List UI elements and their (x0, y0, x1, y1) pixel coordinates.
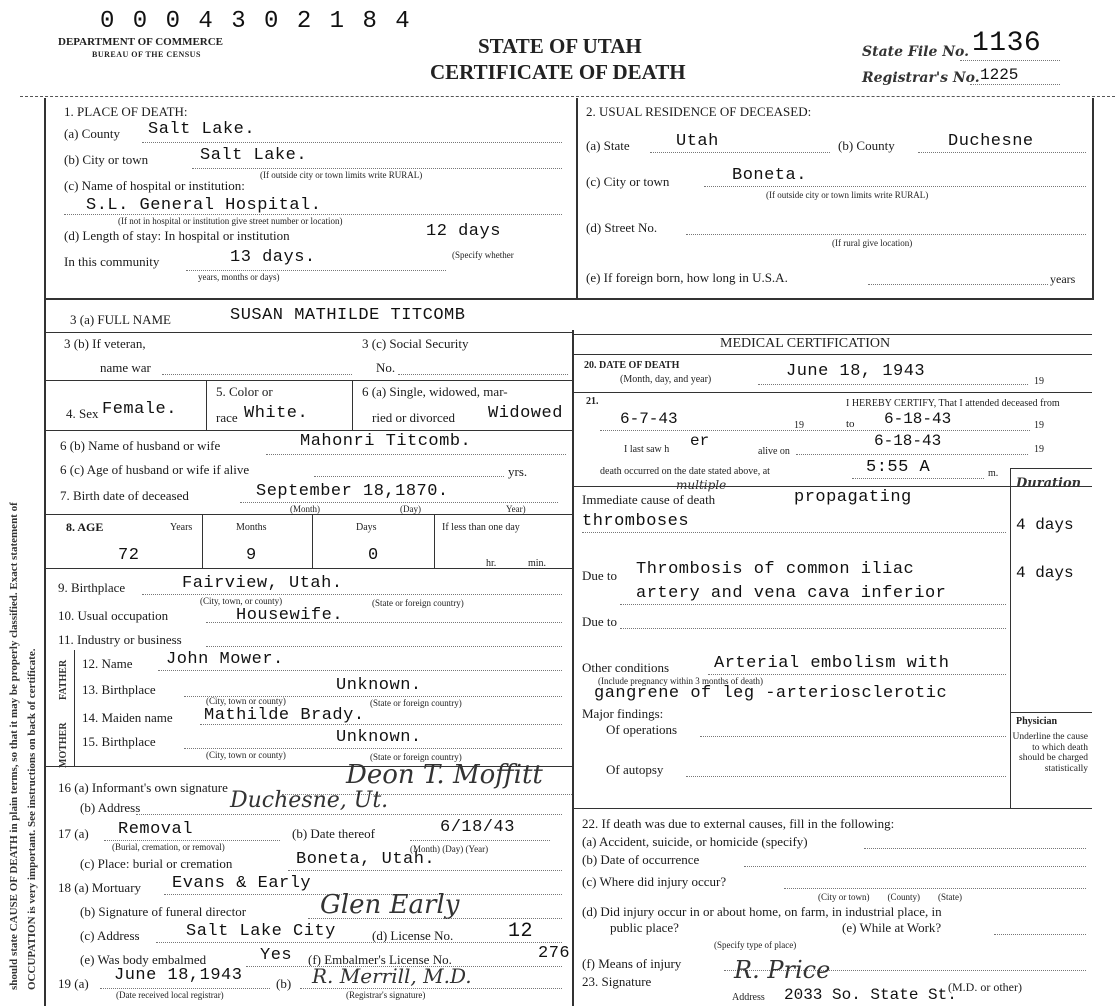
funeral-director-label: (b) Signature of funeral director (80, 904, 247, 919)
burial-place-value: Boneta, Utah. (296, 850, 436, 869)
mother-side-label: MOTHER (58, 722, 69, 768)
hospital-note: (If not in hospital or institution give street number or location) (118, 216, 343, 226)
dod-19: 19 (1034, 376, 1044, 387)
attended-from: 6-7-43 (620, 410, 678, 428)
mother-city-note: (City, town or county) (206, 750, 286, 760)
mortuary-label: 18 (a) Mortuary (58, 880, 142, 895)
of-operations-label: Of operations (606, 722, 678, 737)
age-days-header: Days (356, 522, 377, 533)
death-time-value: 5:55 A (866, 458, 931, 477)
ext-d-note: (Specify type of place) (714, 940, 797, 950)
bureau-label: BUREAU OF THE CENSUS (92, 50, 201, 59)
father-state-note: (State or foreign country) (370, 698, 462, 708)
embalmer-license-label: (f) Embalmer's License No. (308, 952, 452, 967)
res-state-label: (a) State (586, 138, 630, 153)
res-state-value: Utah (676, 132, 719, 151)
birth-date-value: September 18,1870. (256, 482, 449, 501)
attended-to-label: to (846, 418, 855, 430)
informant-address-label: (b) Address (80, 800, 141, 815)
other-conditions-label: Other conditions (582, 660, 670, 675)
received-label: 19 (a) (58, 976, 89, 991)
attended-to: 6-18-43 (884, 410, 952, 428)
alive-on-value: 6-18-43 (874, 432, 942, 450)
community-note: years, months or days) (198, 272, 280, 282)
mother-birthplace-value: Unknown. (336, 728, 422, 747)
marital-value: Widowed (488, 404, 563, 423)
res-city-value: Boneta. (732, 166, 807, 185)
residence-title: 2. USUAL RESIDENCE OF DECEASED: (586, 104, 812, 119)
age-less-day-header: If less than one day (442, 522, 520, 533)
death-county-label: (a) County (64, 126, 120, 141)
veteran-label: 3 (b) If veteran, (64, 336, 146, 351)
registrar-b-label: (b) (276, 976, 292, 991)
full-name-value: SUSAN MATHILDE TITCOMB (230, 306, 466, 325)
birth-date-label: 7. Birth date of deceased (60, 488, 189, 503)
registrar-note: (Registrar's signature) (346, 990, 426, 1000)
age-hr-label: hr. (486, 558, 497, 569)
certificate-title: CERTIFICATE OF DEATH (430, 60, 686, 84)
death-occurred-label: death occurred on the date stated above, at (600, 466, 770, 477)
embalmed-value: Yes (260, 946, 293, 965)
informant-address: Duchesne, Ut. (230, 788, 389, 813)
spouse-age-label: 6 (c) Age of husband or wife if alive (60, 462, 250, 477)
embalmed-label: (e) Was body embalmed (80, 952, 207, 967)
father-birthplace-label: 13. Birthplace (82, 682, 156, 697)
signature-label: 23. Signature (582, 974, 652, 989)
ext-b-label: (b) Date of occurrence (582, 852, 700, 867)
certify-text: I HEREBY CERTIFY, That I attended deceased from (846, 398, 1060, 409)
received-note: (Date received local registrar) (116, 990, 224, 1000)
mother-state-note: (State or foreign country) (370, 752, 462, 762)
color-label: 5. Color or (216, 384, 273, 399)
occupation-label: 10. Usual occupation (58, 608, 169, 623)
immediate-cause-label: Immediate cause of death (582, 492, 716, 507)
due-to-2-label: Due to (582, 614, 618, 629)
death-county-value: Salt Lake. (148, 120, 256, 139)
length-of-stay-label: (d) Length of stay: In hospital or institution (64, 228, 290, 243)
birth-month-note: (Month) (290, 504, 320, 514)
father-side-label: FATHER (58, 659, 69, 700)
death-time-m: m. (988, 468, 999, 479)
major-findings-label: Major findings: (582, 706, 664, 721)
burial-place-label: (c) Place: burial or cremation (80, 856, 233, 871)
marital-label-1: 6 (a) Single, widowed, mar- (362, 384, 508, 399)
occupation-value: Housewife. (236, 606, 344, 625)
hospital-label: (c) Name of hospital or institution: (64, 178, 245, 193)
alive-19: 19 (1034, 444, 1044, 455)
marital-label-2: ried or divorced (372, 410, 456, 425)
res-city-label: (c) City or town (586, 174, 670, 189)
ss-no-label: No. (376, 360, 396, 375)
ext-a-label: (a) Accident, suicide, or homicide (specify) (582, 834, 808, 849)
duration-2: 4 days (1016, 564, 1074, 582)
ext-c-label: (c) Where did injury occur? (582, 874, 727, 889)
foreign-born-label: (e) If foreign born, how long in U.S.A. (586, 270, 788, 285)
physician-box-note: Underline the cause to which death should be charged statistically (1012, 732, 1088, 774)
physician-box-title: Physician (1016, 716, 1058, 727)
disposition-date-value: 6/18/43 (440, 818, 515, 837)
birthplace-city-note: (City, town, or county) (200, 596, 283, 606)
community-label: In this community (64, 254, 160, 269)
disposition-value: Removal (118, 820, 193, 839)
race-value: White. (244, 404, 309, 423)
physician-signature: R. Price (734, 956, 831, 984)
birthplace-value: Fairview, Utah. (182, 574, 343, 593)
external-causes-label: 22. If death was due to external causes, fill in the following: (582, 816, 895, 831)
other-conditions-value-2: gangrene of leg -arteriosclerotic (594, 684, 948, 703)
date-of-death-label: 20. DATE OF DEATH (584, 360, 680, 371)
sig-address-label: Address (732, 992, 765, 1003)
father-name-value: John Mower. (166, 650, 284, 669)
department-label: DEPARTMENT OF COMMERCE (58, 36, 224, 48)
birthplace-label: 9. Birthplace (58, 580, 126, 595)
immediate-cause-insert: multiple (676, 478, 727, 492)
disposition-date-note: (Month) (Day) (Year) (410, 844, 489, 854)
immediate-cause-value: propagating (794, 488, 912, 507)
duration-1: 4 days (1016, 516, 1074, 534)
state-file-label: State File No. (862, 44, 970, 60)
due-to-label: Due to (582, 568, 618, 583)
margin-instructions-1: OCCUPATION is very important. See instructions on back of certificate. (26, 648, 38, 990)
age-min-label: min. (528, 558, 547, 569)
res-city-note: (If outside city or town limits write RURAL) (766, 190, 929, 200)
serial-number: 0 0 0 4 3 0 2 1 8 4 (100, 8, 412, 35)
duration-header: Duration (1016, 476, 1082, 491)
death-city-label: (b) City or town (64, 152, 149, 167)
age-years-header: Years (170, 522, 193, 533)
death-city-value: Salt Lake. (200, 146, 308, 165)
place-of-death-title: 1. PLACE OF DEATH: (64, 104, 188, 119)
community-value: 13 days. (230, 248, 316, 267)
ext-d-label: (d) Did injury occur in or about home, on farm, in industrial place, in (582, 904, 942, 919)
industry-label: 11. Industry or business (58, 632, 182, 647)
street-note: (If rural give location) (832, 238, 913, 248)
received-value: June 18,1943 (114, 966, 243, 985)
age-months-header: Months (236, 522, 267, 533)
attended-19: 19 (794, 420, 804, 431)
director-address-value: Salt Lake City (186, 922, 336, 941)
due-to-value: Thrombosis of common iliac (636, 560, 915, 579)
social-security-label: 3 (c) Social Security (362, 336, 469, 351)
sex-label: 4. Sex (66, 406, 99, 421)
age-years-value: 72 (118, 546, 140, 565)
registrar-number: 1225 (980, 66, 1019, 84)
informant-signature: Deon T. Moffitt (346, 760, 543, 790)
mortuary-value: Evans & Early (172, 874, 312, 893)
of-autopsy-label: Of autopsy (606, 762, 664, 777)
hospital-value: S.L. General Hospital. (86, 196, 322, 215)
last-saw-label: I last saw h (624, 444, 670, 455)
disposition-date-label: (b) Date thereof (292, 826, 376, 841)
disposition-label: 17 (a) (58, 826, 89, 841)
item-21-label: 21. (586, 396, 599, 407)
last-saw-suffix: er (690, 432, 710, 450)
margin-instructions-2: should state CAUSE OF DEATH in plain terms, so that it may be properly classified. Exact statement of (8, 502, 20, 990)
license-label: (d) License No. (372, 928, 454, 943)
age-days-value: 0 (368, 546, 379, 565)
date-of-death-value: June 18, 1943 (786, 362, 926, 381)
war-name-label: name war (100, 360, 151, 375)
pregnancy-note: (Include pregnancy within 3 months of death) (598, 676, 763, 686)
birthplace-state-note: (State or foreign country) (372, 598, 464, 608)
death-city-note: (If outside city or town limits write RURAL) (260, 170, 423, 180)
specify-note: (Specify whether (452, 250, 514, 260)
date-of-death-sub: (Month, day, and year) (620, 374, 712, 385)
sex-value: Female. (102, 400, 177, 419)
years-label: years (1050, 272, 1076, 286)
father-birthplace-value: Unknown. (336, 676, 422, 695)
disposition-note: (Burial, cremation, or removal) (112, 842, 225, 852)
race-label: race (216, 410, 238, 425)
sig-address-value: 2033 So. State St. (784, 986, 957, 1004)
md-label: (M.D. or other) (948, 980, 1022, 994)
father-city-note: (City, town or county) (206, 696, 286, 706)
spouse-value: Mahonri Titcomb. (300, 432, 472, 451)
yrs-label: yrs. (508, 464, 528, 479)
attended-to-19: 19 (1034, 420, 1044, 431)
birth-year-note: Year) (506, 504, 526, 514)
ext-d2-label: public place? (610, 920, 679, 935)
other-conditions-value: Arterial embolism with (714, 654, 950, 673)
immediate-cause-value-2: thromboses (582, 512, 690, 531)
age-months-value: 9 (246, 546, 257, 565)
street-label: (d) Street No. (586, 220, 658, 235)
state-title: STATE OF UTAH (478, 34, 642, 58)
age-label: 8. AGE (66, 520, 104, 534)
res-county-value: Duchesne (948, 132, 1034, 151)
alive-on-label: alive on (758, 446, 790, 457)
mother-name-label: 14. Maiden name (82, 710, 173, 725)
registrar-number-label: Registrar's No. (862, 70, 980, 86)
director-address-label: (c) Address (80, 928, 140, 943)
father-name-label: 12. Name (82, 656, 133, 671)
informant-label: 16 (a) Informant's own signature (58, 780, 228, 795)
mother-birthplace-label: 15. Birthplace (82, 734, 156, 749)
embalmer-license-value: 276 (538, 944, 571, 963)
funeral-director-signature: Glen Early (320, 890, 460, 920)
ext-c-note: (City or town) (County) (State) (818, 892, 962, 902)
full-name-label: 3 (a) FULL NAME (70, 312, 171, 327)
medical-cert-title: MEDICAL CERTIFICATION (720, 336, 891, 351)
res-county-label: (b) County (838, 138, 895, 153)
license-value: 12 (508, 920, 534, 943)
registrar-signature: R. Merrill, M.D. (312, 964, 472, 988)
length-of-stay-value: 12 days (426, 222, 501, 241)
ext-e-label: (e) While at Work? (842, 920, 942, 935)
state-file-number: 1136 (972, 28, 1042, 59)
ext-f-label: (f) Means of injury (582, 956, 682, 971)
due-to-value-2: artery and vena cava inferior (636, 584, 947, 603)
spouse-label: 6 (b) Name of husband or wife (60, 438, 221, 453)
birth-day-note: (Day) (400, 504, 421, 514)
mother-name-value: Mathilde Brady. (204, 706, 365, 725)
